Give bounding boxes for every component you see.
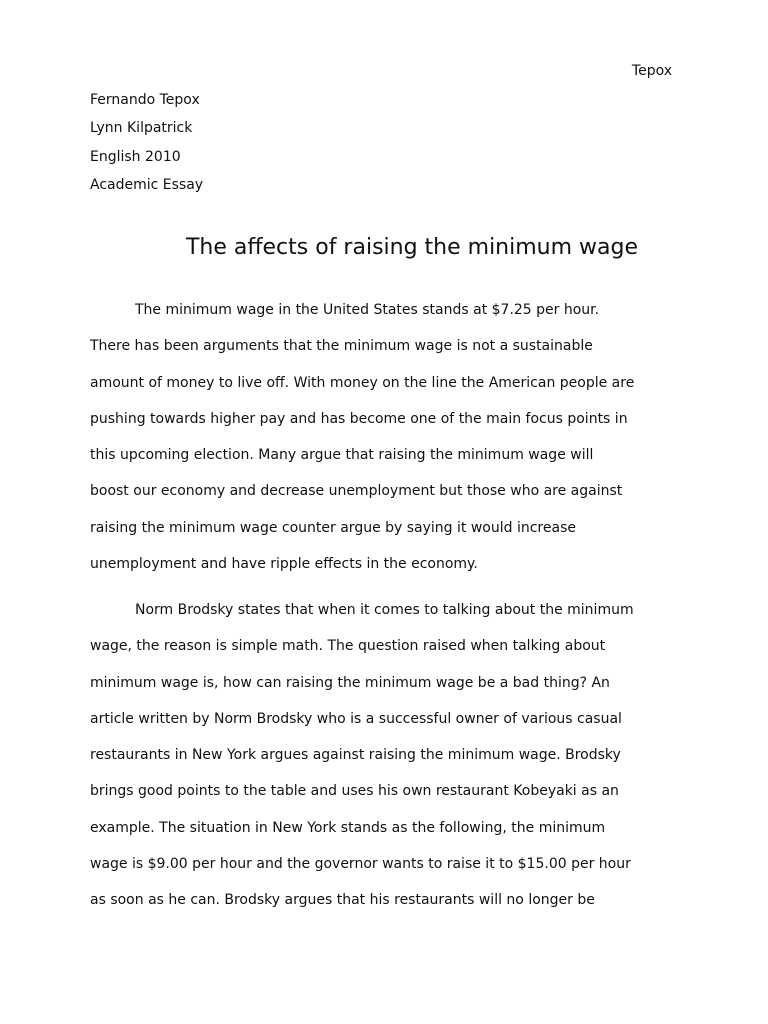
paragraph-line: raising the minimum wage counter argue by saying it would increase: [90, 519, 576, 536]
paragraph-line: restaurants in New York argues against raising the minimum wage. Brodsky: [90, 747, 621, 764]
paragraph-line: amount of money to live off. With money on the line the American people are: [90, 374, 635, 391]
paragraph-line: wage, the reason is simple math. The question raised when talking about: [90, 638, 606, 655]
paragraph-line: The minimum wage in the United States stands at $7.25 per hour.: [135, 302, 600, 318]
paragraph-line: There has been arguments that the minimum wage is not a sustainable: [90, 338, 593, 355]
paragraph-line: boost our economy and decrease unemployment but those who are against: [90, 483, 623, 500]
paragraph-line: brings good points to the table and uses his own restaurant Kobeyaki as an: [90, 783, 619, 800]
instructor-name: Lynn Kilpatrick: [90, 120, 193, 137]
paragraph-line: as soon as he can. Brodsky argues that his restaurants will no longer be: [90, 892, 595, 909]
body-paragraph-2: [90, 601, 690, 928]
paragraph-line: pushing towards higher pay and has become one of the main focus points in: [90, 410, 628, 427]
paragraph-line: article written by Norm Brodsky who is a successful owner of various casual: [90, 710, 622, 727]
course-name: English 2010: [90, 148, 181, 165]
author-heading-block: [90, 91, 203, 204]
paragraph-line: this upcoming election. Many argue that raising the minimum wage will: [90, 447, 594, 464]
essay-title: The affects of raising the minimum wage: [185, 235, 639, 260]
paragraph-line: Norm Brodsky states that when it comes to talking about the minimum: [135, 602, 634, 618]
body-paragraph-1: [90, 301, 690, 591]
assignment-type: Academic Essay: [90, 176, 204, 193]
paragraph-line: unemployment and have ripple effects in the economy.: [90, 556, 478, 573]
author-name: Fernando Tepox: [90, 92, 200, 108]
paragraph-line: wage is $9.00 per hour and the governor wants to raise it to $15.00 per hour: [90, 856, 631, 873]
running-header: Tepox: [631, 63, 672, 79]
paragraph-line: example. The situation in New York stands as the following, the minimum: [90, 819, 606, 836]
paragraph-line: minimum wage is, how can raising the minimum wage be a bad thing? An: [90, 674, 610, 691]
